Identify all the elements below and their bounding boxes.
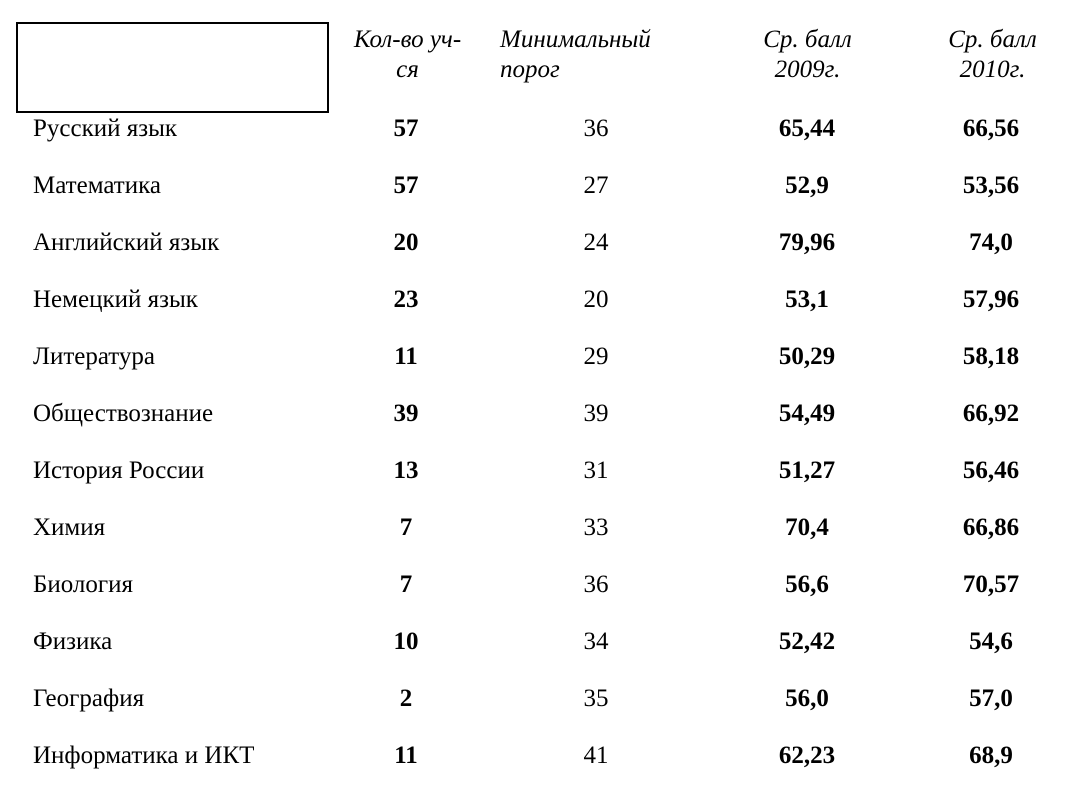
student-count-cell: 11 — [394, 742, 418, 769]
avg-2009-cell: 52,9 — [785, 172, 829, 199]
min-threshold-cell: 36 — [583, 571, 609, 598]
header-avg-2009-line1: Ср. балл — [763, 26, 852, 53]
min-threshold-cell: 27 — [583, 172, 609, 199]
avg-2009-cell: 56,6 — [785, 571, 829, 598]
table-row — [0, 214, 1076, 271]
header-avg-2010 — [920, 25, 1065, 85]
min-threshold-cell: 24 — [583, 229, 609, 256]
avg-2009-cell: 62,23 — [778, 742, 836, 769]
header-avg-2010-line2: 2010г. — [959, 56, 1026, 83]
avg-2009-cell: 56,0 — [785, 685, 829, 712]
min-threshold-cell: 33 — [583, 514, 609, 541]
header-student-count — [340, 25, 475, 85]
avg-2009-cell: 79,96 — [778, 229, 836, 256]
student-count-cell: 20 — [393, 229, 419, 256]
subject-cell: Химия — [33, 514, 106, 541]
min-threshold-cell: 35 — [583, 685, 609, 712]
avg-2010-cell: 54,6 — [969, 628, 1013, 655]
subject-cell: История России — [33, 457, 205, 484]
table-row — [0, 442, 1076, 499]
student-count-cell: 57 — [393, 115, 419, 142]
avg-2010-cell: 53,56 — [962, 172, 1020, 199]
student-count-cell: 11 — [394, 343, 418, 370]
subject-cell: Обществознание — [33, 400, 214, 427]
table-row — [0, 499, 1076, 556]
subject-cell: Немецкий язык — [33, 286, 198, 313]
header-avg-2009-line2: 2009г. — [774, 56, 841, 83]
results-table — [0, 100, 1076, 784]
header-min-threshold-line1: Минимальный — [500, 26, 651, 53]
min-threshold-cell: 20 — [583, 286, 609, 313]
avg-2010-cell: 68,9 — [969, 742, 1013, 769]
min-threshold-cell: 29 — [583, 343, 609, 370]
avg-2009-cell: 53,1 — [785, 286, 829, 313]
min-threshold-cell: 34 — [583, 628, 609, 655]
avg-2010-cell: 57,0 — [969, 685, 1013, 712]
avg-2010-cell: 66,56 — [962, 115, 1020, 142]
avg-2009-cell: 50,29 — [778, 343, 836, 370]
subject-cell: Физика — [33, 628, 113, 655]
table-row — [0, 271, 1076, 328]
header-student-count-line1: Кол-во уч- — [353, 26, 462, 53]
subject-cell: Информатика и ИКТ — [33, 742, 255, 769]
min-threshold-cell: 41 — [583, 742, 609, 769]
table-row — [0, 100, 1076, 157]
student-count-cell: 39 — [393, 400, 419, 427]
subject-cell: Русский язык — [33, 115, 178, 142]
subject-cell: Биология — [33, 571, 134, 598]
avg-2010-cell: 56,46 — [962, 457, 1020, 484]
subject-cell: Литература — [33, 343, 155, 370]
header-avg-2009 — [735, 25, 880, 85]
avg-2010-cell: 58,18 — [962, 343, 1020, 370]
table-row — [0, 613, 1076, 670]
student-count-cell: 7 — [399, 514, 413, 541]
table-row — [0, 556, 1076, 613]
table-row — [0, 328, 1076, 385]
header-min-threshold — [500, 25, 675, 85]
avg-2010-cell: 66,86 — [962, 514, 1020, 541]
table-row — [0, 727, 1076, 784]
header-student-count-line2: ся — [396, 56, 419, 83]
student-count-cell: 7 — [399, 571, 413, 598]
avg-2009-cell: 51,27 — [778, 457, 836, 484]
avg-2010-cell: 74,0 — [969, 229, 1013, 256]
avg-2009-cell: 65,44 — [778, 115, 836, 142]
min-threshold-cell: 39 — [583, 400, 609, 427]
header-avg-2010-line1: Ср. балл — [948, 26, 1037, 53]
subject-cell: География — [33, 685, 145, 712]
student-count-cell: 13 — [393, 457, 419, 484]
table-row — [0, 670, 1076, 727]
avg-2009-cell: 70,4 — [785, 514, 829, 541]
subject-cell: Английский язык — [33, 229, 220, 256]
student-count-cell: 2 — [399, 685, 413, 712]
avg-2009-cell: 54,49 — [778, 400, 836, 427]
table-row — [0, 157, 1076, 214]
student-count-cell: 57 — [393, 172, 419, 199]
avg-2009-cell: 52,42 — [778, 628, 836, 655]
subject-cell: Математика — [33, 172, 161, 199]
avg-2010-cell: 57,96 — [962, 286, 1020, 313]
student-count-cell: 10 — [393, 628, 419, 655]
header-min-threshold-line2: порог — [500, 56, 560, 83]
min-threshold-cell: 36 — [583, 115, 609, 142]
table-row — [0, 385, 1076, 442]
avg-2010-cell: 70,57 — [962, 571, 1020, 598]
avg-2010-cell: 66,92 — [962, 400, 1020, 427]
student-count-cell: 23 — [393, 286, 419, 313]
min-threshold-cell: 31 — [583, 457, 609, 484]
